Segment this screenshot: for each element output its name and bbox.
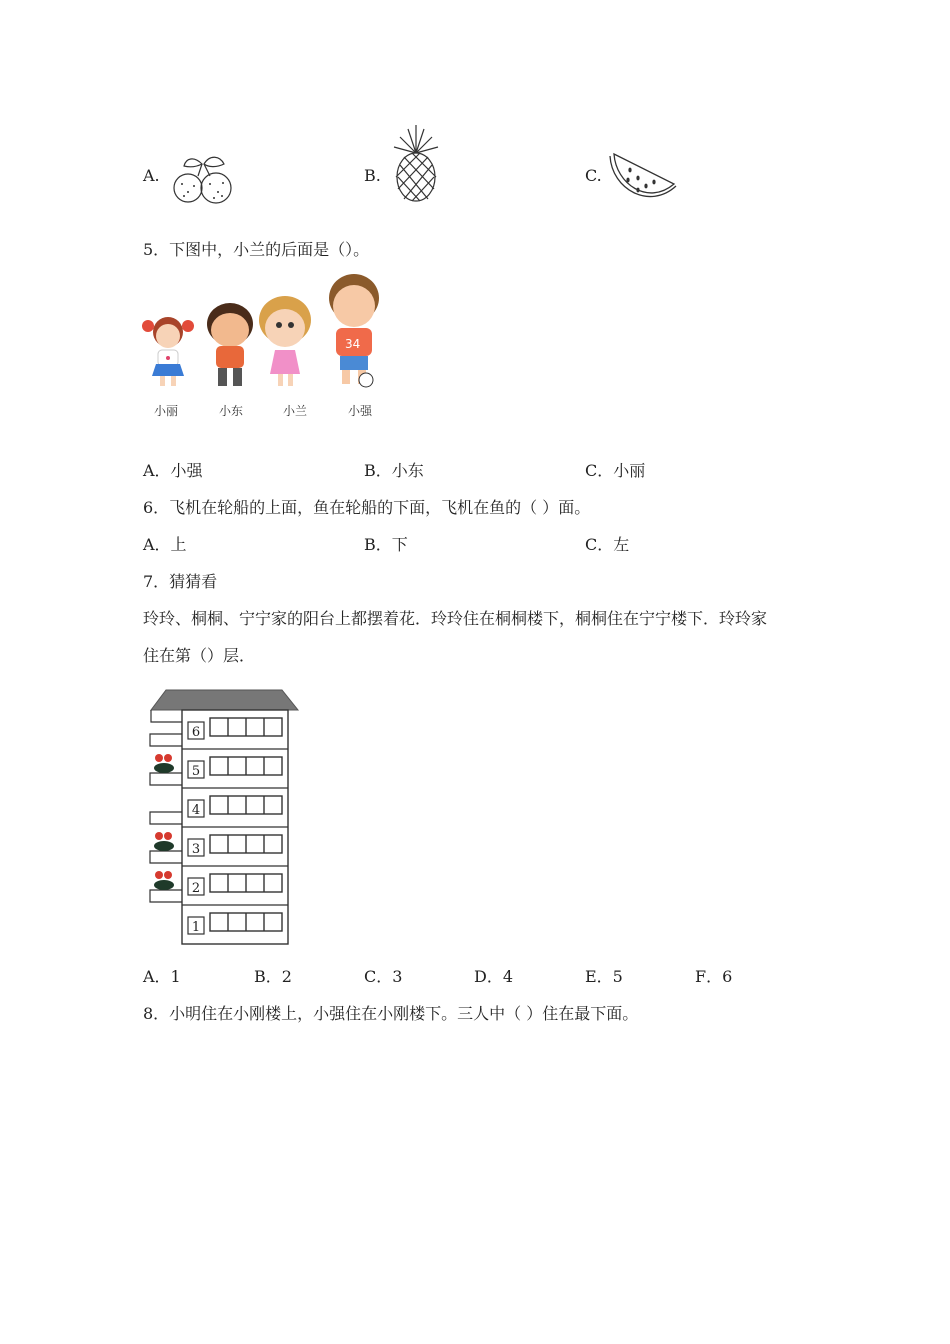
kid-name-xiaoli: 小丽	[153, 404, 178, 418]
q7-option-b[interactable]: B．2	[254, 967, 292, 986]
kid-name-xiaodong: 小东	[218, 404, 243, 418]
q7-question: 7．猜猜看	[143, 572, 218, 591]
kid-xiaoli-figure	[142, 317, 194, 386]
q5-question: 5．下图中，小兰的后面是（）。	[143, 240, 370, 259]
q8-question: 8．小明住在小刚楼上，小强住在小刚楼下。三人中（ ）住在最下面。	[143, 1004, 639, 1023]
floor-label-6: 6	[191, 725, 201, 740]
kid-name-xiaolan: 小兰	[282, 404, 307, 418]
q7-option-e[interactable]: E．5	[585, 967, 623, 986]
q6-option-c[interactable]: C．左	[585, 535, 630, 554]
q6-question: 6．飞机在轮船的上面，鱼在轮船的下面，飞机在鱼的（ ）面。	[143, 498, 591, 517]
kid-xiaoqiang-figure	[329, 274, 379, 387]
floor-label-5: 5	[191, 764, 201, 779]
flower-pot-floor-2	[154, 871, 174, 890]
q7-text-line-2: 住在第（）层．	[143, 646, 256, 665]
watermelon-slice-icon	[608, 150, 678, 206]
flower-pot-floor-5	[154, 754, 174, 773]
floor-label-3: 3	[191, 842, 201, 857]
q5-option-b[interactable]: B．小东	[364, 461, 424, 480]
q7-option-f[interactable]: F．6	[695, 967, 733, 986]
q5-kids-illustration	[140, 270, 390, 392]
q5-option-c[interactable]: C．小丽	[585, 461, 646, 480]
q4-option-c-letter: C.	[585, 166, 602, 185]
q7-option-d[interactable]: D．4	[474, 967, 514, 986]
q7-text-line-1: 玲玲、桐桐、宁宁家的阳台上都摆着花．玲玲住在桐桐楼下，桐桐住在宁宁楼下．玲玲家	[143, 609, 768, 628]
floor-label-2: 2	[191, 881, 201, 896]
q4-option-a-letter: A.	[143, 166, 160, 185]
svg-text:34: 34	[345, 337, 361, 351]
q7-option-c[interactable]: C．3	[364, 967, 403, 986]
floor-label-1: 1	[191, 920, 201, 935]
flower-pot-floor-3	[154, 832, 174, 851]
q7-option-a[interactable]: A．1	[143, 967, 181, 986]
building-illustration	[146, 686, 306, 948]
kid-xiaolan-figure	[259, 296, 311, 386]
floor-label-4: 4	[191, 803, 201, 818]
pineapple-icon	[390, 125, 442, 203]
q5-option-a[interactable]: A．小强	[143, 461, 203, 480]
q6-option-b[interactable]: B．下	[364, 535, 408, 554]
kid-name-xiaoqiang: 小强	[347, 404, 372, 418]
lychee-icon	[168, 152, 236, 204]
kid-xiaodong-figure	[207, 303, 253, 386]
q6-option-a[interactable]: A．上	[143, 535, 187, 554]
q4-option-b-letter: B.	[364, 166, 381, 185]
